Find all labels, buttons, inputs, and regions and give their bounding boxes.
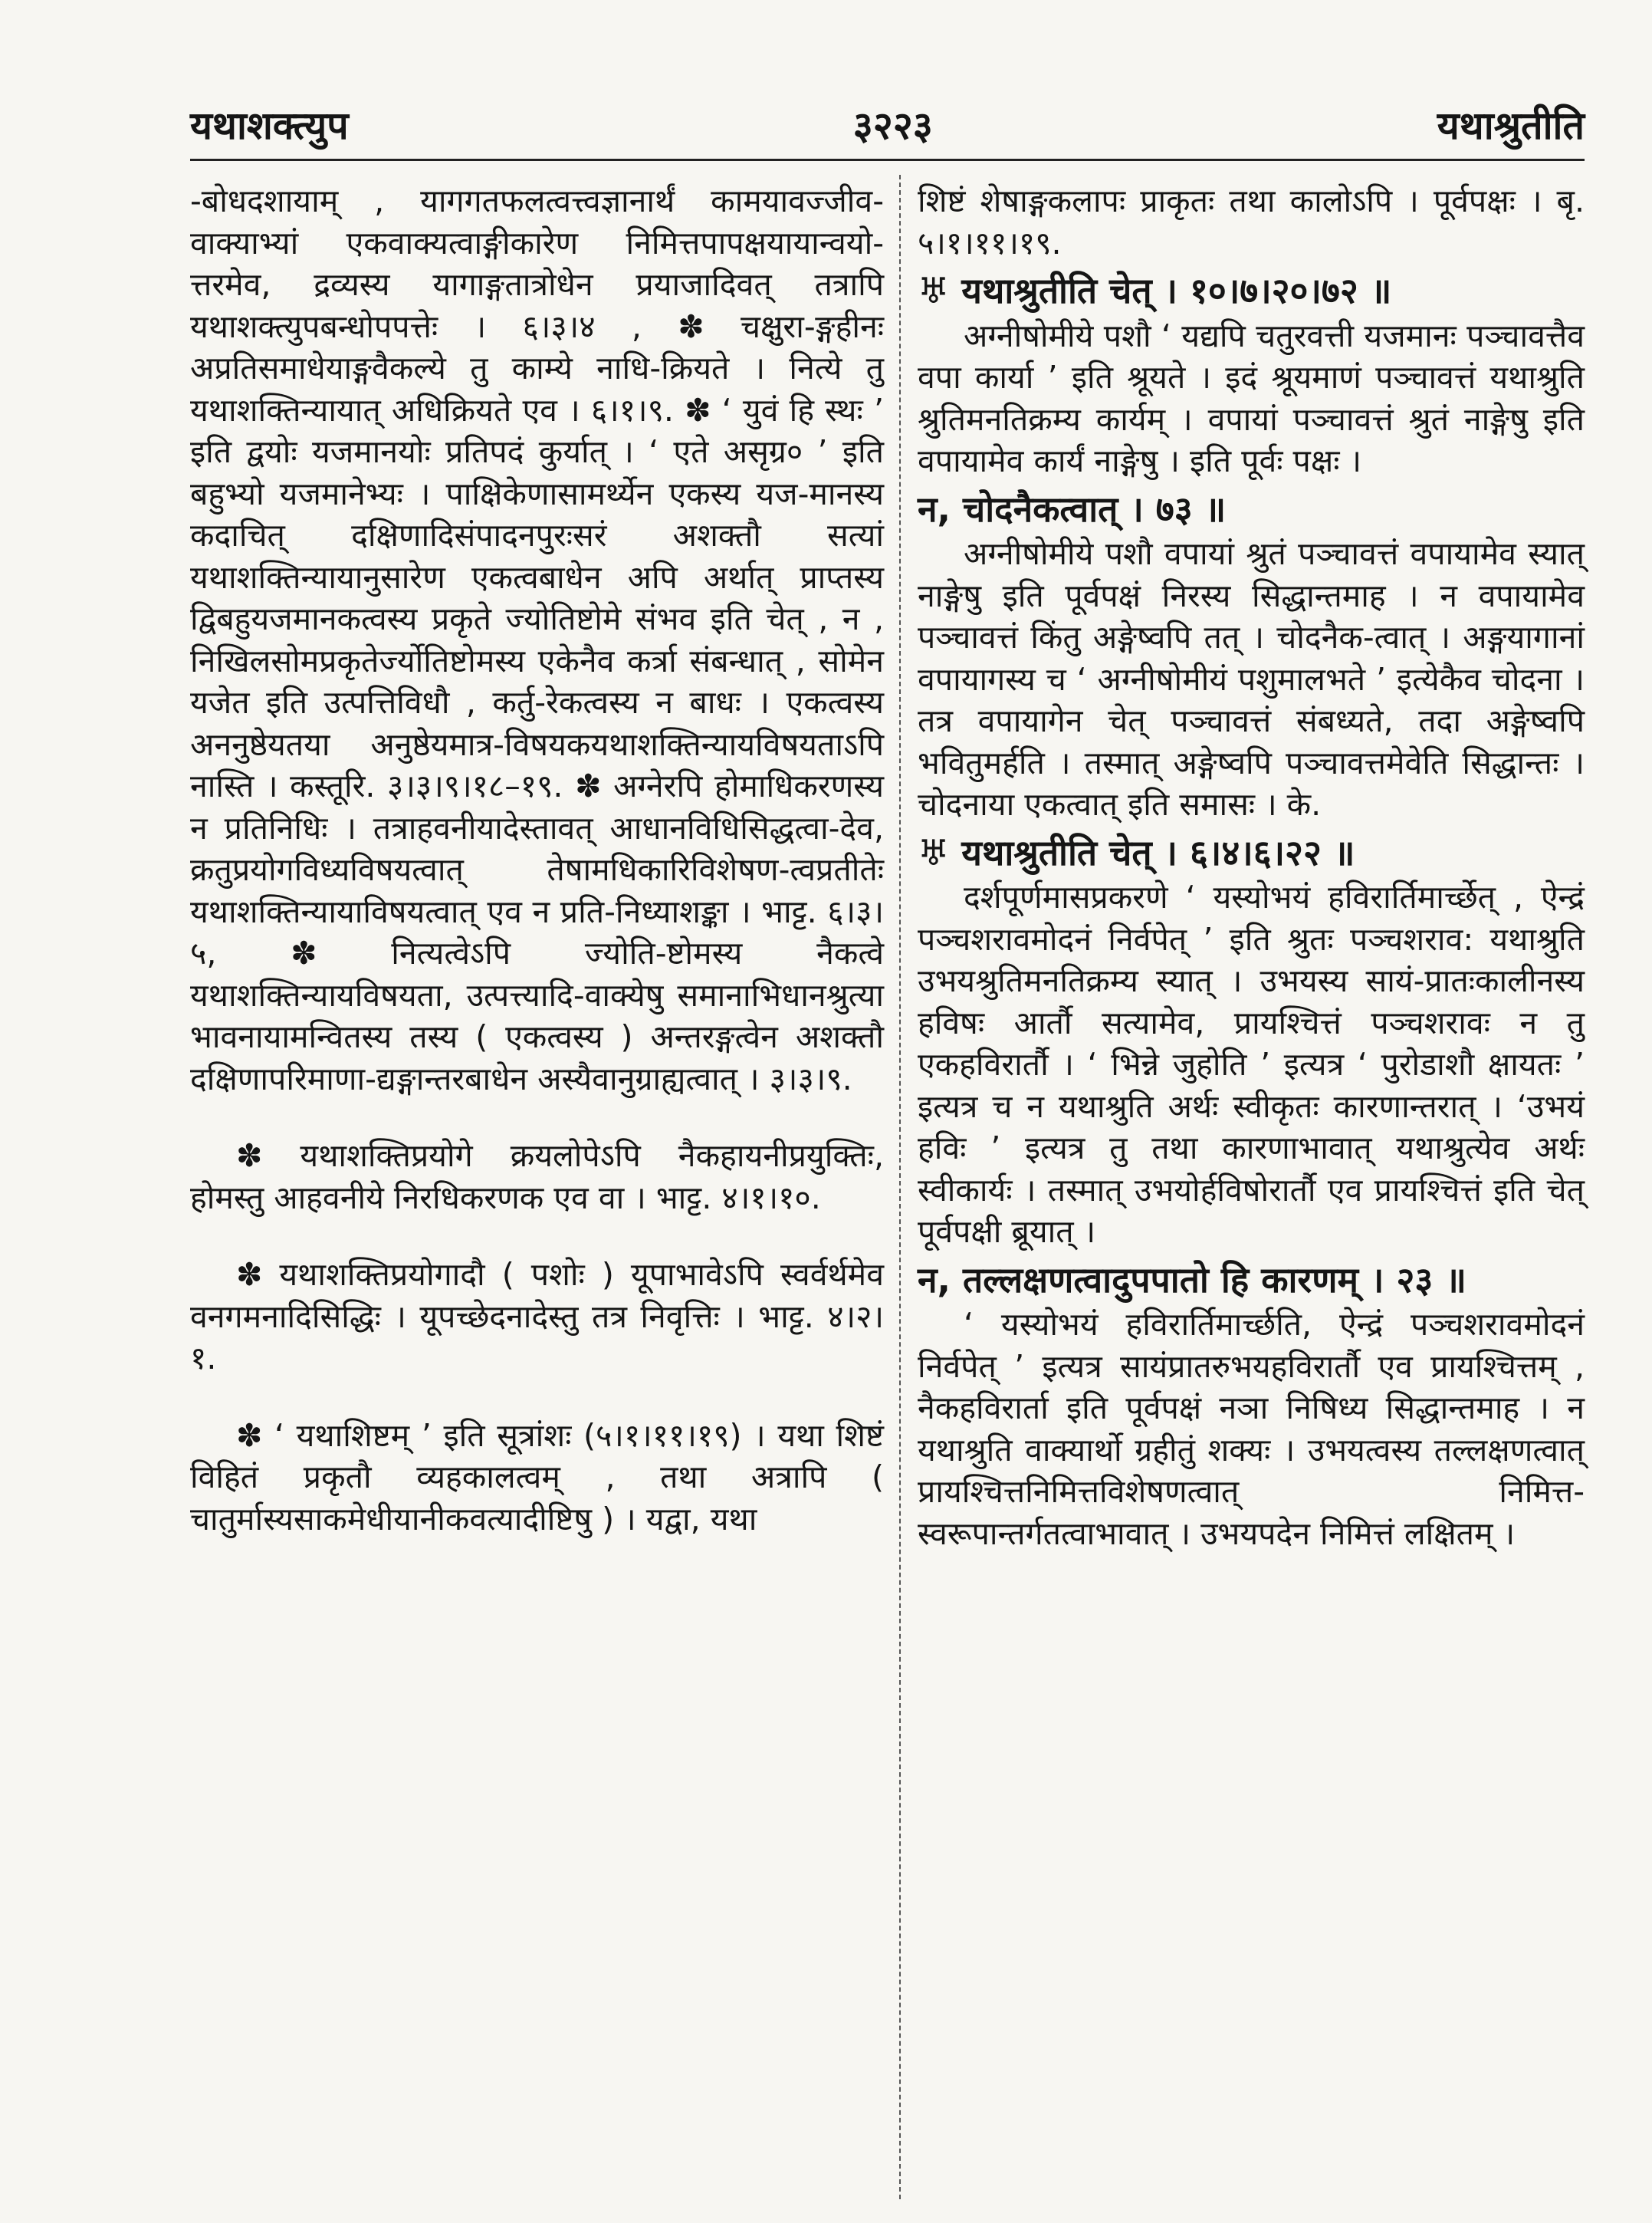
left-entry-continuation: -बोधदशायाम् , यागगतफलत्वत्त्वज्ञानार्थं कामयावज्जीव-वाक्याभ्यां एकवाक्यत्वाङ्गीकारेण निमित्तपापक्षयायान्वयो-त्तरमेव, द्रव्यस्य यागाङ्गतात्रोधेन प्रयाजादिवत् तत्रापि यथाशक्त्युपबन्धोपपत्तेः । ६।३।४ , ✽ चक्षुरा-ङ्गहीनः अप्रतिसमाधेयाङ्गवैकल्ये तु काम्ये नाधि-क्रियते । नित्ये तु यथाशक्तिन्यायात् अधिक्रियते एव । ६।१।९. ✽ ‘ युवं हि स्थः ’ इति द्वयोः यजमानयोः प्रतिपदं कुर्यात् । ‘ एते असृग्र० ’ इति बहुभ्यो यजमानेभ्यः । पाक्षिकेणासामर्थ्येन एकस्य यज-मानस्य कदाचित् दक्षिणादिसंपादनपुरःसरं अशक्तौ सत्यां यथाशक्तिन्यायानुसारेण एकत्वबाधेन अपि अर्थात् प्राप्तस्य द्विबहुयजमानकत्वस्य प्रकृते ज्योतिष्टोमे संभव इति चेत् , न , निखिलसोमप्रकृतेर्ज्योतिष्टोमस्य एकेनैव कर्त्रा संबन्धात् , सोमेन यजेत इति उत्पत्तिविधौ , कर्तु-रेकत्वस्य न बाधः । एकत्वस्य अननुष्ठेयतया अनुष्ठेयमात्र-विषयकयथाशक्तिन्यायविषयताऽपि नास्ति । कस्तूरि. ३।३।९।१८–१९. ✽ अग्नेरपि होमाधिकरणस्य न प्रतिनिधिः । तत्राहवनीयादेस्तावत् आधानविधिसिद्धत्वा-देव, क्रतुप्रयोगविध्यविषयत्वात् तेषामधिकारिविशेषण-त्वप्रतीतेः यथाशक्तिन्यायाविषयत्वात् एव न प्रति-निध्याशङ्का । भाट्ट. ६।३।५, ✽ नित्यत्वेऽपि ज्योति-ष्टोमस्य नैकत्वे यथाशक्तिन्यायविषयता, उत्पत्त्यादि-वाक्येषु समानाभिधानश्रुत्या भावनायामन्वितस्य तस्य ( एकत्वस्य ) अन्तरङ्गत्वेन अशक्तौ दक्षिणापरिमाणा-द्यङ्गान्तरबाधेन अस्यैवानुग्राह्यत्वात् । ३।३।९. [190,183,884,1097]
left-entry-yathashishtam: ✽ ‘ यथाशिष्टम् ’ इति सूत्रांशः (५।१।११।१९) । यथा शिष्टं विहितं प्रकृतौ व्यहकालत्वम् , तथा अत्रापि ( चातुर्मास्यसाकमेधीयानीकवत्यादीष्टिषु ) । यद्वा, यथा [190,1416,884,1537]
sutra-mark-icon: ♅ [918,831,950,873]
header-left-keyword: यथाशक्त्युप [190,104,349,148]
commentary-4: ‘ यस्योभयं हविरार्तिमार्च्छति, ऐन्द्रं पञ्चशरावमोदनं निर्वपेत् ’ इत्यत्र सायंप्रातरुभयहविरार्तौ एव प्रायश्चित्तम् , नैकहविरार्ता इति पूर्वपक्षं नञा निषिध्य सिद्धान्तमाह । न यथाश्रुति वाक्यार्थो ग्रहीतुं शक्यः । उभयत्वस्य तल्लक्षणत्वात् प्रायश्चित्तनिमित्तविशेषणत्वात् निमित्त-स्वरूपान्तर्गतत्वाभावात् । उभयपदेन निमित्तं लक्षितम् । [918,1306,1585,1552]
page-header [190,94,1585,155]
header-rule [190,159,1585,161]
left-entry-prayoge: ✽ यथाशक्तिप्रयोगे क्रयलोपेऽपि नैकहायनीप्रयुक्तिः, होमस्तु आहवनीये निरधिकरणक एव वा । भाट्ट. ४।१।१०. [190,1137,884,1216]
column-divider [899,175,901,2199]
sutra-mark-icon: ♅ [918,270,950,311]
sutra-heading-4: न, तल्लक्षणत्वादुपपातो हि कारणम् । २३ ॥ [918,1258,1466,1301]
commentary-2: अग्नीषोमीये पशौ वपायां श्रुतं पञ्चावत्तं वपायामेव स्यात् नाङ्गेषु इति पूर्वपक्षं निरस्य सिद्धान्तमाह । न वपायामेव पञ्चावत्तं किंतु अङ्गेष्वपि तत् । चोदनैक-त्वात् । अङ्गयागानां वपायागस्य च ‘ अग्नीषोमीयं पशुमालभते ’ इत्येकैव चोदना । तत्र वपायागेन चेत् पञ्चावत्तं संबध्यते, तदा अङ्गेष्वपि भवितुमर्हति । तस्मात् अङ्गेष्वपि पञ्चावत्तमेवेति सिद्धान्तः । चोदनाया एकत्वात् इति समासः । के. [918,535,1585,823]
sutra-heading-2: न, चोदनैकत्वात् । ७३ ॥ [918,488,1227,530]
right-entry-continuation: शिष्टं शेषाङ्गकलापः प्राकृतः तथा कालोऽपि । पूर्वपक्षः । बृ. ५।१।११।१९. [918,183,1585,261]
commentary-1: अग्नीषोमीये पशौ ‘ यद्यपि चतुरवत्ती यजमानः पञ्चावत्तैव वपा कार्या ’ इति श्रूयते । इदं श्रूयमाणं पञ्चावत्तं यथाश्रुति श्रुतिमनतिक्रम्य कार्यम् । वपायां पञ्चावत्तं श्रुतं नाङ्गेषु इति वपायामेव कार्यं नाङ्गेषु । इति पूर्वः पक्षः । [918,317,1585,479]
left-entry-prayogadau: ✽ यथाशक्तिप्रयोगादौ ( पशोः ) यूपाभावेऽपि स्वर्वर्थमेव वनगमनादिसिद्धिः । यूपच्छेदनादेस्तु तत्र निवृत्तिः । भाट्ट. ४।२।१. [190,1256,884,1376]
right-column [918,180,1585,1554]
left-column [190,180,884,1540]
page-number: ३२२३ [852,104,933,148]
commentary-3: दर्शपूर्णमासप्रकरणे ‘ यस्योभयं हविरार्तिमार्च्छेत् , ऐन्द्रं पञ्चशरावमोदनं निर्वपेत् ’ इति श्रुतः पञ्चशराव: यथाश्रुति उभयश्रुतिमनतिक्रम्य स्यात् । उभयस्य सायं-प्रातःकालीनस्य हविषः आर्तौ सत्यामेव, प्रायश्चित्तं पञ्चशरावः न तु एकहविरार्तौ । ‘ भिन्ने जुहोति ’ इत्यत्र ‘ पुरोडाशौ क्षायतः ’ इत्यत्र च न यथाश्रुति अर्थः स्वीकृतः कारणान्तरात् । ‘उभयं हविः ’ इत्यत्र तु तथा कारणाभावात् यथाश्रुत्येव अर्थः स्वीकार्यः । तस्मात् उभयोर्हविषोरार्तौ एव प्रायश्चित्तं इति चेत् पूर्वपक्षी ब्रूयात् । [918,879,1585,1250]
sutra-heading-1: ♅ यथाश्रुतीति चेत् । १०।७।२०।७२ ॥ [918,270,1392,311]
header-right-keyword: यथाश्रुतीति [1437,104,1585,148]
sutra-heading-3: ♅ यथाश्रुतीति चेत् । ६।४।६।२२ ॥ [918,831,1355,873]
